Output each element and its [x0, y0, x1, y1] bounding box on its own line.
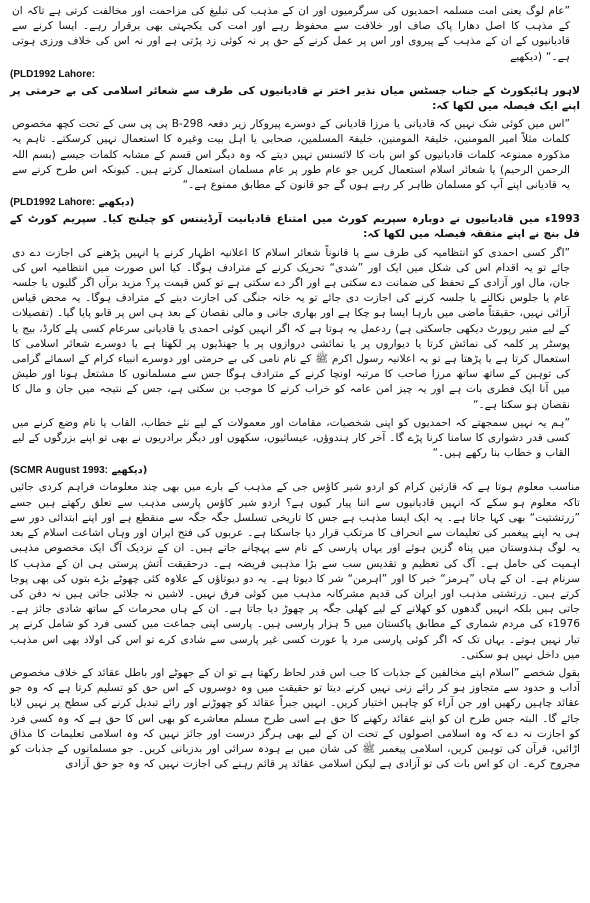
paragraph-islam-tolerance: بقول شخصے ”اسلام اپنے مخالفین کے جذبات کا جب اس قدر لحاظ رکھتا ہے تو ان کے جھوٹے اور باطل عقائد کے خلاف مخصوص آداب و حدود سے متجاوز ہو کر رائے زنی نہیں کرنے دیتا تو حقیقت میں وہ دوسروں کے اس حق کو تسلیم کرتا ہے کہ وہ جو عقائد چاہیں رکھیں اور جن آراء کو چاہیں اختیار کریں۔ انہیں جبراً عقائد کو چھوڑنے اور رائے تبدیل کرنے کی سطح پر نہیں لایا جائے گا۔ البتہ جس طرح ان کو اپنے عقائد رکھنے کا حق ہے اسی طرح مسلم معاشرے کو بھی اس کا حق ہے کہ وہ کسی فرد کو اجازت نہ دے کہ وہ اسلامی اصولوں کے تحت ان کے لیے بھی ہرگز درست اور جائز نہیں کہ وہ اسلامی تعلیمات کا مذاق اڑائیں، قرآن کی توہین کریں، اسلامی پیغمبر ﷺ کی شان میں بے ہودہ سرائی اور بدزبانی کریں۔ جو مسلمانوں کے جذبات کو مجروح کرے۔ ان کو اس بات کی تو آزادی ہے لیکن اسلامی عقائد پر قائم رہنے کی اجازت نہیں کہ وہ جو حق آزادی — [10, 666, 580, 771]
paragraph-parsi-religion: مناسب معلوم ہوتا ہے کہ قارئین کرام کو اردو شیر کاؤس جی کے مذہب کے بارے میں بھی چند معلومات فراہم کردی جائیں تاکہ معلوم ہو سکے کہ انہیں قادیانیوں سے اتنا پیار کیوں ہے؟ اردو شیر کاؤس پارسی مذہب سے تعلق رکھتے ہیں جسے ”زرتشتیت“ بھی کہا جاتا ہے۔ یہ ایک ایسا مذہب ہے جس کا تاریخی تسلسل جگہ جگہ سے منقطع ہے اور اپنے ابتدائی دور سے ہی یہ اپنے پیغمبر کی تعلیمات سے انحراف کا مرتکب قرار دیا جاسکتا ہے۔ عربوں کی فتح ایران اور وہاں اشاعت اسلام کے بعد یہ لوگ ہندوستان میں پناہ گزین ہوئے اور یہاں پارسی کے نام سے پہچانے جاتے ہیں۔ ان کے نزدیک آگ ایک مخصوص مذہبی اہمیت کی حامل ہے۔ آگ کی تعظیم و تقدیس سب سے بڑا مذہبی فریضہ ہے۔ درحقیقت آتش پرستی ہی ان کے مذہب کا سرنام ہے۔ ان کے ہاں ”ہرمز“ خیر کا اور ”اہرمن“ شر کا دیوتا ہے۔ یہ دو دیوتاؤں کے علاوہ کئی چھوٹے بڑے بتوں کی بھی پوجا کرتے ہیں۔ زرتشتی مذہب اور ایران کی قدیم مشرکانہ مذہب میں کوئی فرق نہیں۔ لاشیں نہ جلائی جاتی ہیں نہ دفن کی جاتی ہیں بلکہ انہیں گدھوں کو کھلانے کے لیے کھلی جگہ پر چھوڑ دیا جاتا ہے۔ ان کے ہاں محرمات کے ساتھ شادی جائز ہے۔ 1976ء کی مردم شماری کے مطابق پاکستان میں 5 ہزار پارسی ہیں۔ پارسی اپنی جماعت میں کسی فرد کو شامل کرنے پر تیار نہیں ہوتے۔ یہاں تک کہ اگر کوئی پارسی مرد یا عورت کسی غیر پارسی سے شادی کرے تو اس کی اولاد بھی اس مذہب میں داخل نہیں ہو سکتی۔ — [10, 481, 580, 661]
reference-pld1992-1 — [10, 68, 580, 82]
reference-suffix: دیکھیے) — [111, 465, 148, 477]
paragraph-supreme-court-1993: 1993ء میں قادیانیوں نے دوبارہ سپریم کورٹ میں امتناع قادیانیت آرڈیننس کو چیلنج کیا۔ سپریم کورٹ کے فل بنچ نے اپنے متفقہ فیصلہ میں لکھا کہ: — [10, 213, 580, 241]
reference-scmr-1993 — [10, 464, 580, 478]
paragraph-supreme-court-quote-2: ”ہم یہ نہیں سمجھتے کہ احمدیوں کو اپنی شخصیات، مقامات اور معمولات کے لیے نئے خطاب، القاب یا نام وضع کرنے میں کسی قدر دشواری کا سامنا کرنا پڑے گا۔ آخر کار ہندوؤں، عیسائیوں، سکھوں اور دیگر برادریوں نے بھی تو اپنے بزرگوں کے لیے القاب و خطاب بنا رکھے ہیں۔“ — [12, 416, 570, 460]
paragraph-supreme-court-quote-1: ”اگر کسی احمدی کو انتظامیہ کی طرف سے یا قانوناً شعائر اسلام کا اعلانیہ اظہار کرنے یا انہیں پڑھنے کی اجازت دے دی جائے تو یہ اقدام اس کی شکل میں ایک اور ”شدی“ تحریک کرنے کے مترادف ہوگا۔ کیا اس صورت میں انتظامیہ اس کی جان، مال اور آزادی کے تحفظ کی ضمانت دے سکتی ہے اور اگر دے سکتی ہے تو کس قیمت پر؟ مزید برآں اگر گلیوں یا جلسہ عام یا جلوس نکالنے یا جلسہ کرنے کی اجازت دی جائے تو یہ خانہ جنگی کی اجازت دینے کے مترادف ہوگا۔ یہ محض قیاس آرائی نہیں، حقیقتاً ماضی میں بارہا ایسا ہو چکا ہے اور بھاری جانی و مالی نقصان کے بعد ہی اس پر قابو پایا گیا۔ (تفصیلات کے لیے منیر رپورٹ دیکھی جاسکتی ہے) ردعمل یہ ہوتا ہے کہ اگر انہیں کوئی احمدی یا قادیانی سرعام کسی پلے کارڈ، بیج یا پوسٹر پر کلمہ کی نمائش کرتا یا دیواروں پر یا نمائشی دروازوں پر یا جھنڈیوں پر لکھتا ہے یا دوسرے شعائر اسلامی کا استعمال کرتا ہے یا پڑھتا ہے تو یہ اعلانیہ رسول اکرم ﷺ کے نام نامی کی بے حرمتی اور دوسرے انبیاء کرام کے اسمائے گرامی کی توہین کے ساتھ ساتھ مرزا صاحب کا مرتبہ اونچا کرنے کے مترادف ہوگا جس سے مسلمانوں کا مشتعل ہونا اور طیش میں آنا ایک فطری بات ہے اور یہ چیز امن عامہ کو خراب کرنے کا موجب بن سکتی ہے، جس کے نتیجہ میں جان و مال کا نقصان ہو سکتا ہے۔“ — [12, 246, 570, 411]
reference-pld1992-2 — [10, 196, 580, 210]
reference-label: (PLD1992 Lahore: — [10, 197, 96, 209]
paragraph-court-quote-2: ”اس میں کوئی شک نہیں کہ قادیانی یا مرزا قادیانی کے دوسرے پیروکار زیر دفعہ 298-B پی پی سی کے تحت کچھ مخصوص کلمات مثلاً امیر المومنین، خلیفۃ المومنین، خلیفۃ المسلمین، صحابی یا اہل بیت وغیرہ کا استعمال نہیں کرسکتے۔ تاہم یہ مذکورہ ممنوعہ کلمات قادیانیوں کو اس بات کا لائسنس نہیں دیتے کہ وہ دیگر اس قسم کے مشابہ کلمات جیسے (بسم اللہ الرحمن الرحیم) یا شعائر اسلام استعمال کریں جو عام طور پر عام مسلمان استعمال کرتے ہیں۔ کیونکہ اس طرح کرنے سے یہ قادیانی اپنے آپ کو مسلمان ظاہر کر رہے ہوں گے جو قانون کے مطابق ممنوع ہے۔“ — [12, 118, 570, 192]
paragraph-intro-lahore-high-court: لاہور ہائیکورٹ کے جناب جسٹس میاں نذیر اختر نے قادیانیوں کی طرف سے شعائر اسلامی کی بے حرمتی پر اپنے ایک فیصلہ میں لکھا کہ: — [10, 84, 580, 113]
reference-suffix: دیکھیے) — [98, 197, 135, 209]
reference-label: (PLD1992 Lahore: — [10, 68, 96, 80]
paragraph-court-quote-1: ”عام لوگ یعنی امت مسلمہ احمدیوں کی سرگرمیوں اور ان کے مذہب کی تبلیغ کی مزاحمت اور مخالفت کرتی ہے تاکہ ان کے مذہب کا اصل دھارا پاک صاف اور خلافت سے محفوظ رہے اور امت کی یکجہتی بھی برقرار رہے۔ ایسا کرنے سے قادیانیوں کے ان کے مذہب کے پیروی اور اس پر عمل کرنے کے حق پر نہ کوئی زد پڑتی ہے اور نہ اس کی خلاف ورزی ہوتی ہے۔“ (دیکھیے — [12, 5, 570, 63]
reference-label: (SCMR August 1993: — [10, 465, 108, 477]
